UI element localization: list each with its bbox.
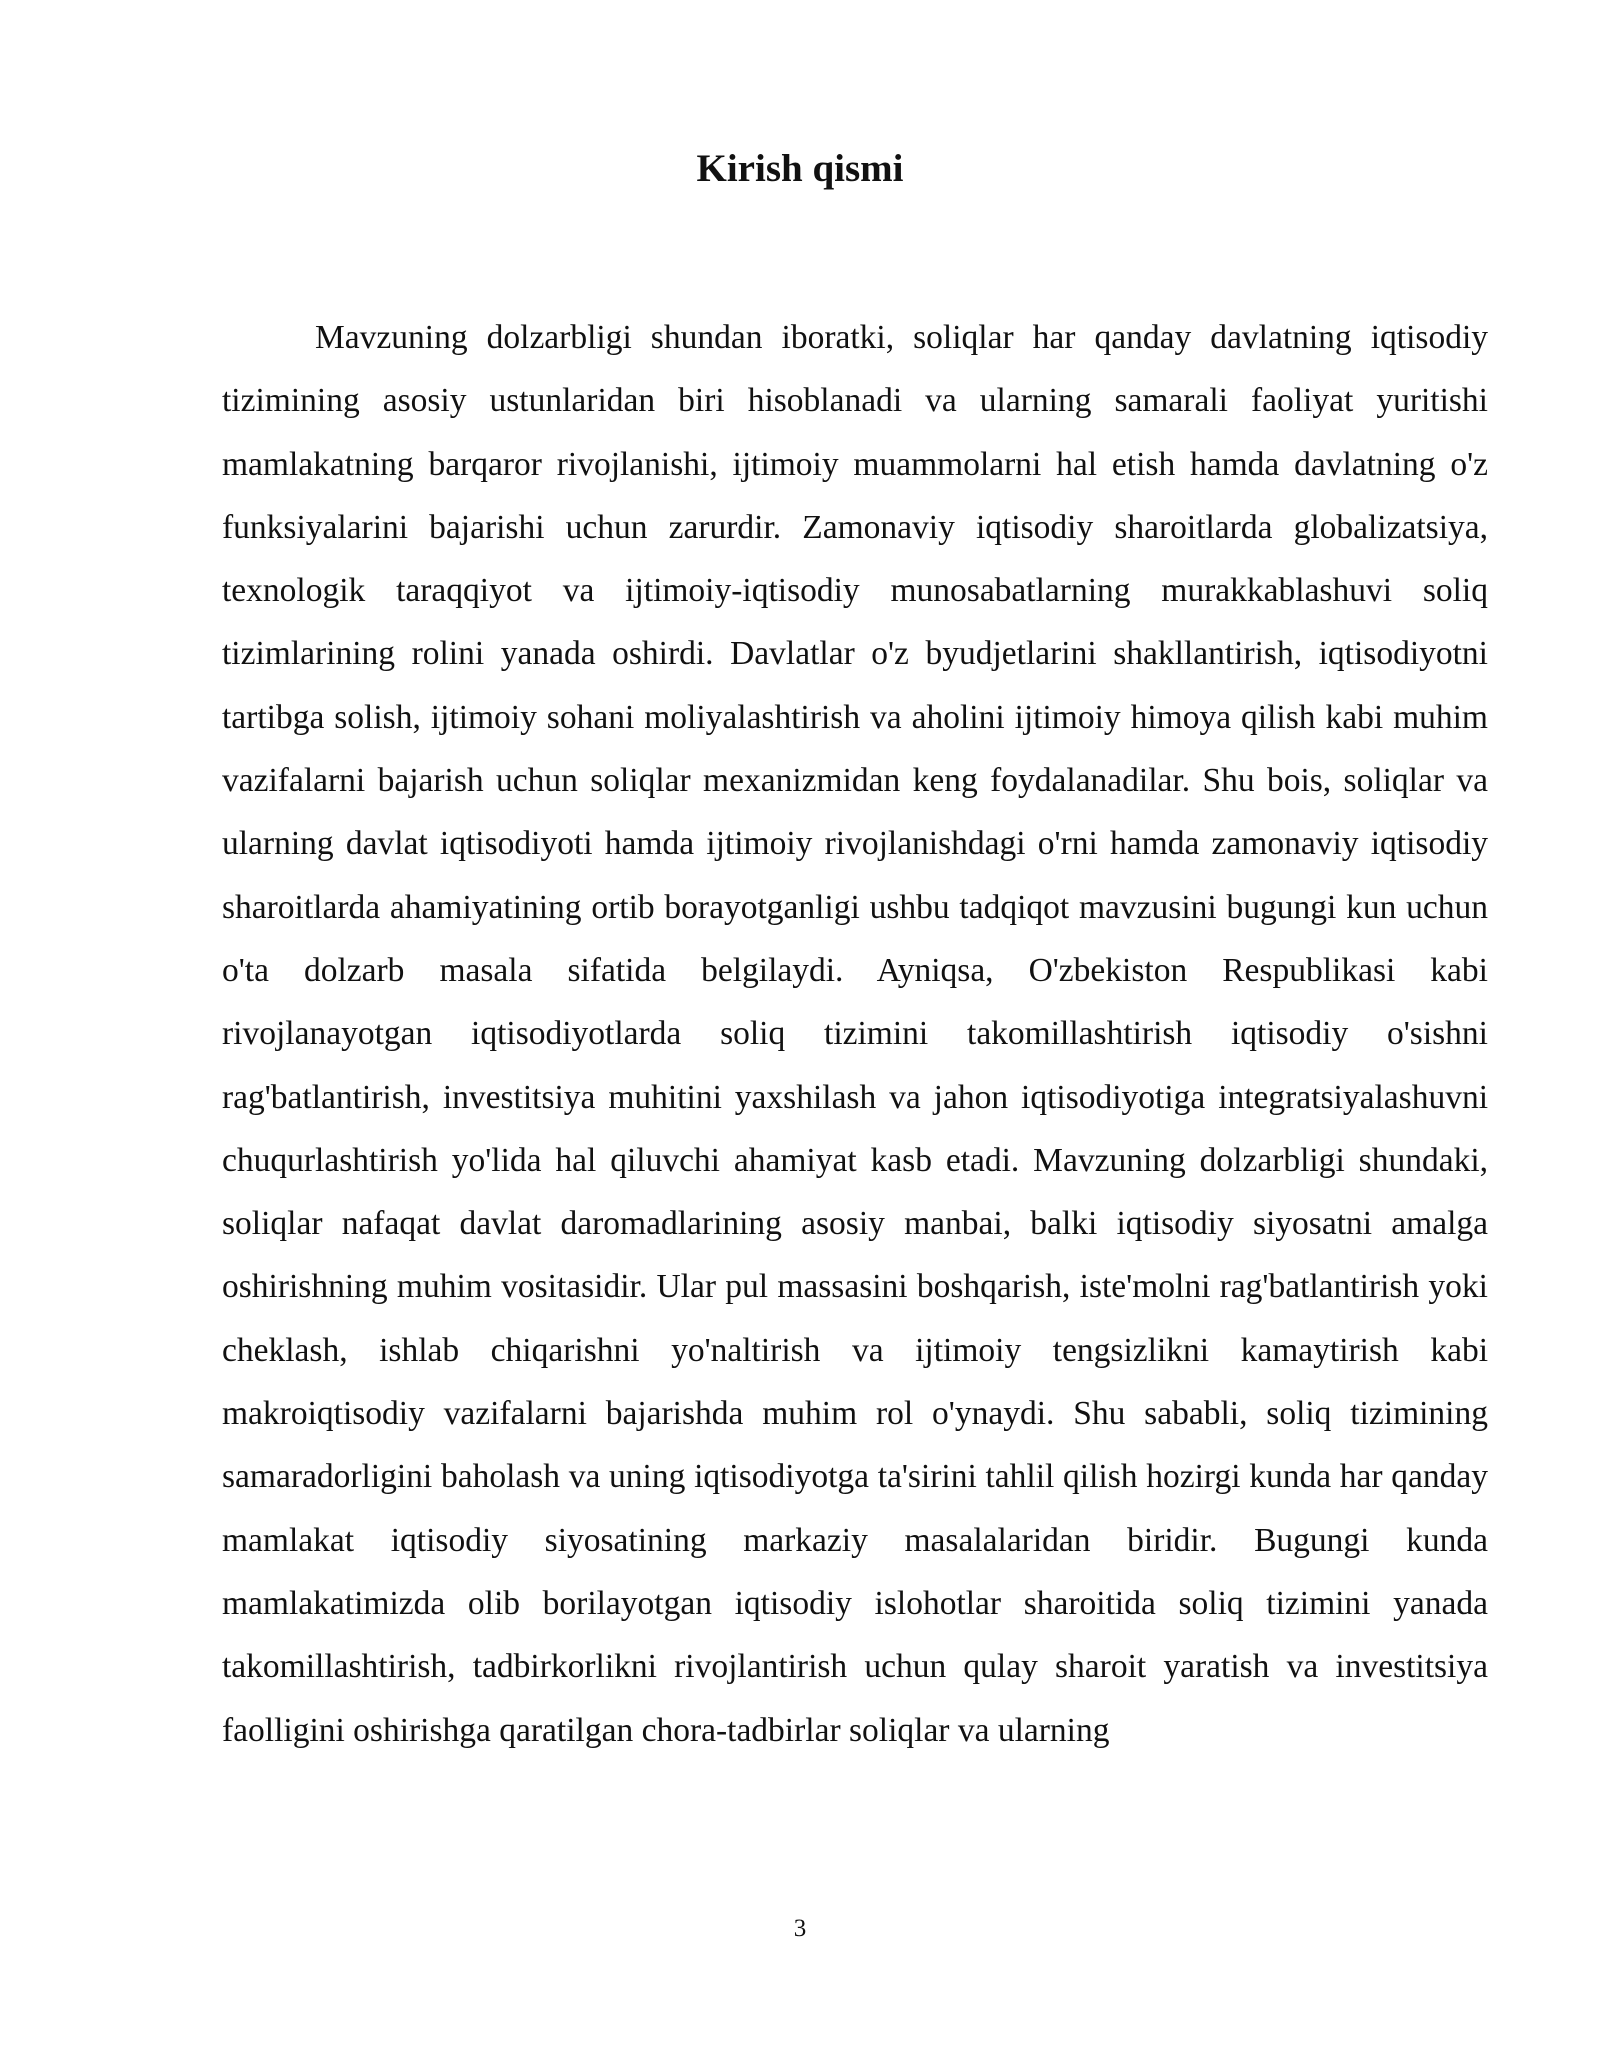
section-title: Kirish qismi bbox=[696, 147, 904, 190]
body-paragraph: Mavzuning dolzarbligi shundan iboratki, soliqlar har qanday davlatning iqtisodiy tizimining asosiy ustunlaridan biri hisoblanadi va ularning samarali faoliyat yuritishi mamlakatning barqaror rivojlanishi, ijtimoiy muammolarni hal etish hamda davlatning o'z funksiyalarini bajarishi uchun zarurdir. Zamonaviy iqtisodiy sharoitlarda globalizatsiya, texnologik taraqqiyot va ijtimoiy-iqtisodiy munosabatlarning murakkablashuvi soliq tizimlarining rolini yanada oshirdi. Davlatlar o'z byudjetlarini shakllantirish, iqtisodiyotni tartibga solish, ijtimoiy sohani moliyalashtirish va aholini ijtimoiy himoya qilish kabi muhim vazifalarni bajarish uchun soliqlar mexanizmidan keng foydalanadilar. Shu bois, soliqlar va ularning davlat iqtisodiyoti hamda ijtimoiy rivojlanishdagi o'rni hamda zamonaviy iqtisodiy sharoitlarda ahamiyatining ortib borayotganligi ushbu tadqiqot mavzusini bugungi kun uchun o'ta dolzarb masala sifatida belgilaydi. Ayniqsa, O'zbekiston Respublikasi kabi rivojlanayotgan iqtisodiyotlarda soliq tizimini takomillashtirish iqtisodiy o'sishni rag'batlantirish, investitsiya muhitini yaxshilash va jahon iqtisodiyotiga integratsiyalashuvni chuqurlashtirish yo'lida hal qiluvchi ahamiyat kasb etadi. Mavzuning dolzarbligi shundaki, soliqlar nafaqat davlat daromadlarining asosiy manbai, balki iqtisodiy siyosatni amalga oshirishning muhim vositasidir. Ular pul massasini boshqarish, iste'molni rag'batlantirish yoki cheklash, ishlab chiqarishni yo'naltirish va ijtimoiy tengsizlikni kamaytirish kabi makroiqtisodiy vazifalarni bajarishda muhim rol o'ynaydi. Shu sababli, soliq tizimining samaradorligini baholash va uning iqtisodiyotga ta'sirini tahlil qilish hozirgi kunda har qanday mamlakat iqtisodiy siyosatining markaziy masalalaridan biridir. Bugungi kunda mamlakatimizda olib borilayotgan iqtisodiy islohotlar sharoitida soliq tizimini yanada takomillashtirish, tadbirkorlikni rivojlantirish uchun qulay sharoit yaratish va investitsiya faolligini oshirishga qaratilgan chora-tadbirlar soliqlar va ularning bbox=[222, 319, 1488, 1749]
page-number: 3 bbox=[793, 1915, 807, 1942]
